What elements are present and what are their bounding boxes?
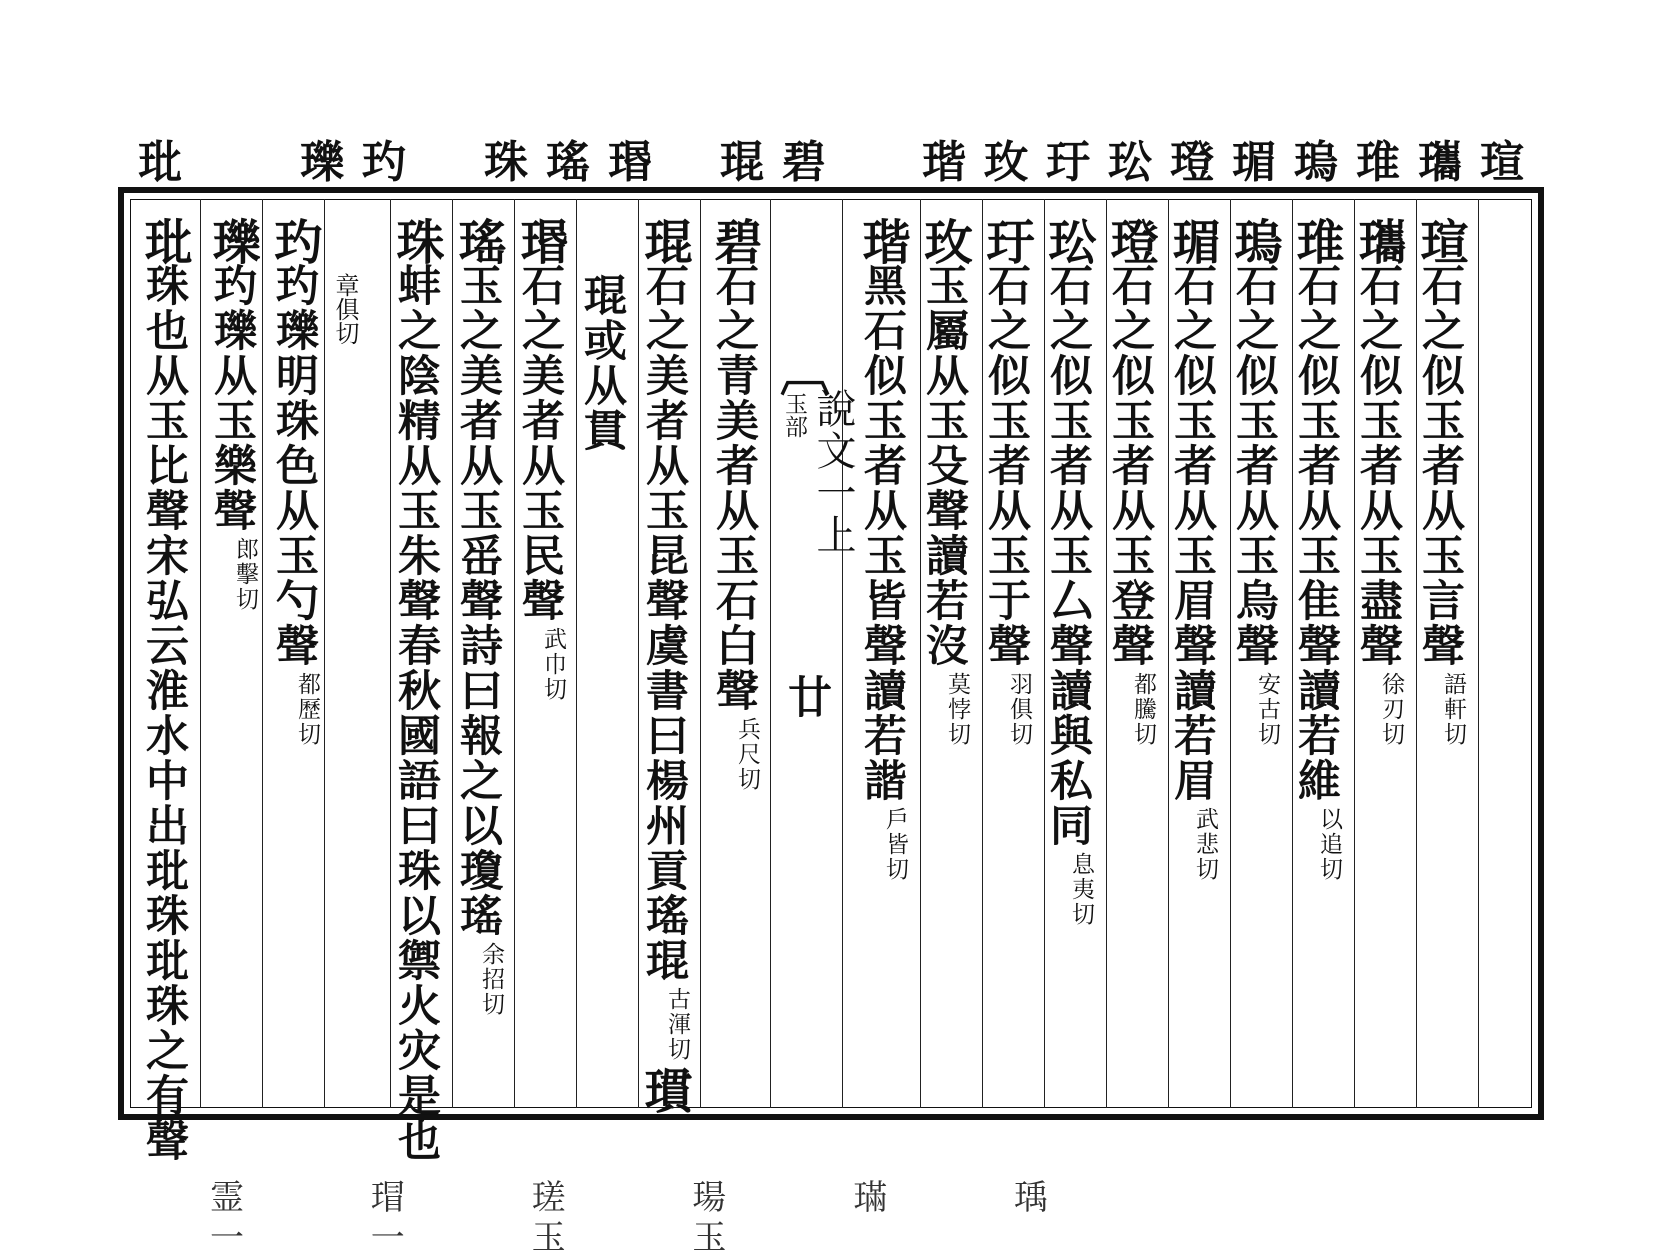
section-subtitle: 玉部 xyxy=(781,392,807,438)
fanqie-note: 古渾切 xyxy=(664,987,690,1062)
entry-column xyxy=(570,273,634,453)
entry-text: 石之似玉者从玉烏聲 xyxy=(1229,263,1279,668)
seal-glyph: 瑄 xyxy=(1412,217,1468,263)
heading-char: 瑄 xyxy=(1480,137,1524,188)
entry-column xyxy=(632,217,696,1112)
heading-char: 玓 xyxy=(362,137,406,188)
seal-glyph: 玜 xyxy=(1040,217,1096,263)
seal-glyph: 珠 xyxy=(388,217,444,263)
next-page-bleed-text: 霊 瑁 瑳 瑒 璊 瑀 一 一 玉 玉 xyxy=(210,1178,1107,1258)
entry-text: 玓瓅明珠色从玉勺聲 xyxy=(269,263,319,668)
entry-column xyxy=(974,217,1038,747)
entry-column xyxy=(1408,217,1472,747)
fanqie-note: 都歷切 xyxy=(294,672,320,747)
heading-char: 玭 xyxy=(138,137,182,188)
seal-glyph: 玗 xyxy=(978,217,1034,263)
fanqie-note: 郎擊切 xyxy=(232,537,258,612)
seal-glyph: 琨 xyxy=(636,217,692,263)
seal-glyph: 玫 xyxy=(916,217,972,263)
entry-column xyxy=(508,217,572,702)
section-title: 說文一上 xyxy=(810,388,856,556)
entry-column xyxy=(912,217,976,747)
seal-glyph: 碧 xyxy=(706,217,762,263)
seal-glyph: 璒 xyxy=(1102,217,1158,263)
seal-glyph: 琟 xyxy=(1288,217,1344,263)
page-number: 廿 xyxy=(780,674,831,718)
heading-char: 瓅 xyxy=(300,137,344,188)
heading-char: 琟 xyxy=(1356,137,1400,188)
entry-column xyxy=(384,217,448,1163)
seal-glyph: 瑉 xyxy=(512,217,568,263)
fanqie-note: 以追切 xyxy=(1316,807,1342,882)
fanqie-note: 息夷切 xyxy=(1068,852,1094,927)
entry-text: 蚌之陰精从玉朱聲春秋國語曰珠以禦火灾是也 xyxy=(391,263,441,1163)
entry-text: 石之似玉者从玉盡聲 xyxy=(1353,263,1403,668)
fanqie-note: 武巾切 xyxy=(540,627,566,702)
entry-column xyxy=(132,217,196,1163)
fanqie-note: 武悲切 xyxy=(1192,807,1218,882)
fanqie-note: 安古切 xyxy=(1254,672,1280,747)
entry-headings xyxy=(118,138,1548,188)
entry-column xyxy=(850,217,914,882)
seal-glyph: 瓗 xyxy=(1350,217,1406,263)
heading-char: 珠 xyxy=(484,137,528,188)
title-tab-mark: ︹ xyxy=(780,343,830,402)
entry-text: 石之美者从玉昆聲虞書曰楊州貢瑤琨 xyxy=(639,263,689,983)
entry-text: 石之似玉者从玉登聲 xyxy=(1105,263,1155,668)
seal-glyph: 瑎 xyxy=(854,217,910,263)
entry-text: 石之似玉者从玉厶聲讀與私同 xyxy=(1043,263,1093,848)
entry-column xyxy=(446,217,510,1017)
heading-char: 璒 xyxy=(1170,137,1214,188)
entry-text: 玉之美者从玉䍃聲詩曰報之以瓊瑤 xyxy=(453,263,503,938)
column-rule xyxy=(1478,199,1479,1108)
entry-column xyxy=(1222,217,1286,747)
entry-column xyxy=(1284,217,1348,882)
heading-char: 玗 xyxy=(1046,137,1090,188)
section-title-column xyxy=(770,343,856,718)
heading-char: 瑉 xyxy=(608,137,652,188)
entry-text: 石之美者从玉民聲 xyxy=(515,263,565,623)
entry-text: 玓瓅从玉樂聲 xyxy=(207,263,257,533)
fanqie-note: 徐刃切 xyxy=(1378,672,1404,747)
fanqie-note: 莫悖切 xyxy=(944,672,970,747)
fanqie-note: 兵尺切 xyxy=(734,717,760,792)
seal-glyph: 玓 xyxy=(266,217,322,263)
fanqie-note: 章俱切 xyxy=(331,273,359,345)
entry-text: 玉屬从玉殳聲讀若沒 xyxy=(919,263,969,668)
seal-glyph: 瑦 xyxy=(1226,217,1282,263)
fanqie-note: 羽俱切 xyxy=(1006,672,1032,747)
entry-text: 石之似玉者从玉于聲 xyxy=(981,263,1031,668)
fanqie-note: 都騰切 xyxy=(1130,672,1156,747)
fanqie-note: 余招切 xyxy=(478,942,504,1017)
entry-text: 石之似玉者从玉言聲 xyxy=(1415,263,1465,668)
text-frame xyxy=(118,187,1544,1163)
seal-glyph: 瑂 xyxy=(1164,217,1220,263)
heading-char: 玫 xyxy=(984,137,1028,188)
heading-char: 琨 xyxy=(720,137,764,188)
entry-text: 黑石似玉者从玉皆聲讀若諧 xyxy=(857,263,907,803)
heading-char: 碧 xyxy=(782,137,826,188)
entry-text: 石之似玉者从玉眉聲讀若眉 xyxy=(1167,263,1217,803)
seal-glyph: 瓅 xyxy=(204,217,260,263)
entry-text: 珠也从玉比聲宋弘云淮水中出玭珠玭珠之有聲 xyxy=(139,263,189,1163)
heading-char: 玜 xyxy=(1108,137,1152,188)
fanqie-note: 戶皆切 xyxy=(882,807,908,882)
heading-char: 瑤 xyxy=(546,137,590,188)
entry-column xyxy=(200,217,264,612)
entry-text: 石之似玉者从玉隹聲讀若維 xyxy=(1291,263,1341,803)
entry-column xyxy=(702,217,766,792)
entry-text: 石之青美者从玉石白聲 xyxy=(709,263,759,713)
entry-column xyxy=(1098,217,1162,747)
fanqie-note: 語軒切 xyxy=(1440,672,1466,747)
column-rule xyxy=(842,199,843,1108)
heading-char: 瑦 xyxy=(1294,137,1338,188)
entry-column xyxy=(1036,217,1100,927)
seal-glyph: 玭 xyxy=(136,217,192,263)
column-rule xyxy=(700,199,701,1108)
entry-column xyxy=(1160,217,1224,882)
heading-char: 瓗 xyxy=(1418,137,1462,188)
variant-seal-glyph: 瑻 xyxy=(636,1066,692,1112)
seal-glyph: 瑤 xyxy=(450,217,506,263)
entry-column xyxy=(262,217,326,747)
entry-text: 琨或从貫 xyxy=(577,273,627,453)
entry-column xyxy=(1346,217,1410,747)
heading-char: 瑂 xyxy=(1232,137,1276,188)
heading-char: 瑎 xyxy=(922,137,966,188)
